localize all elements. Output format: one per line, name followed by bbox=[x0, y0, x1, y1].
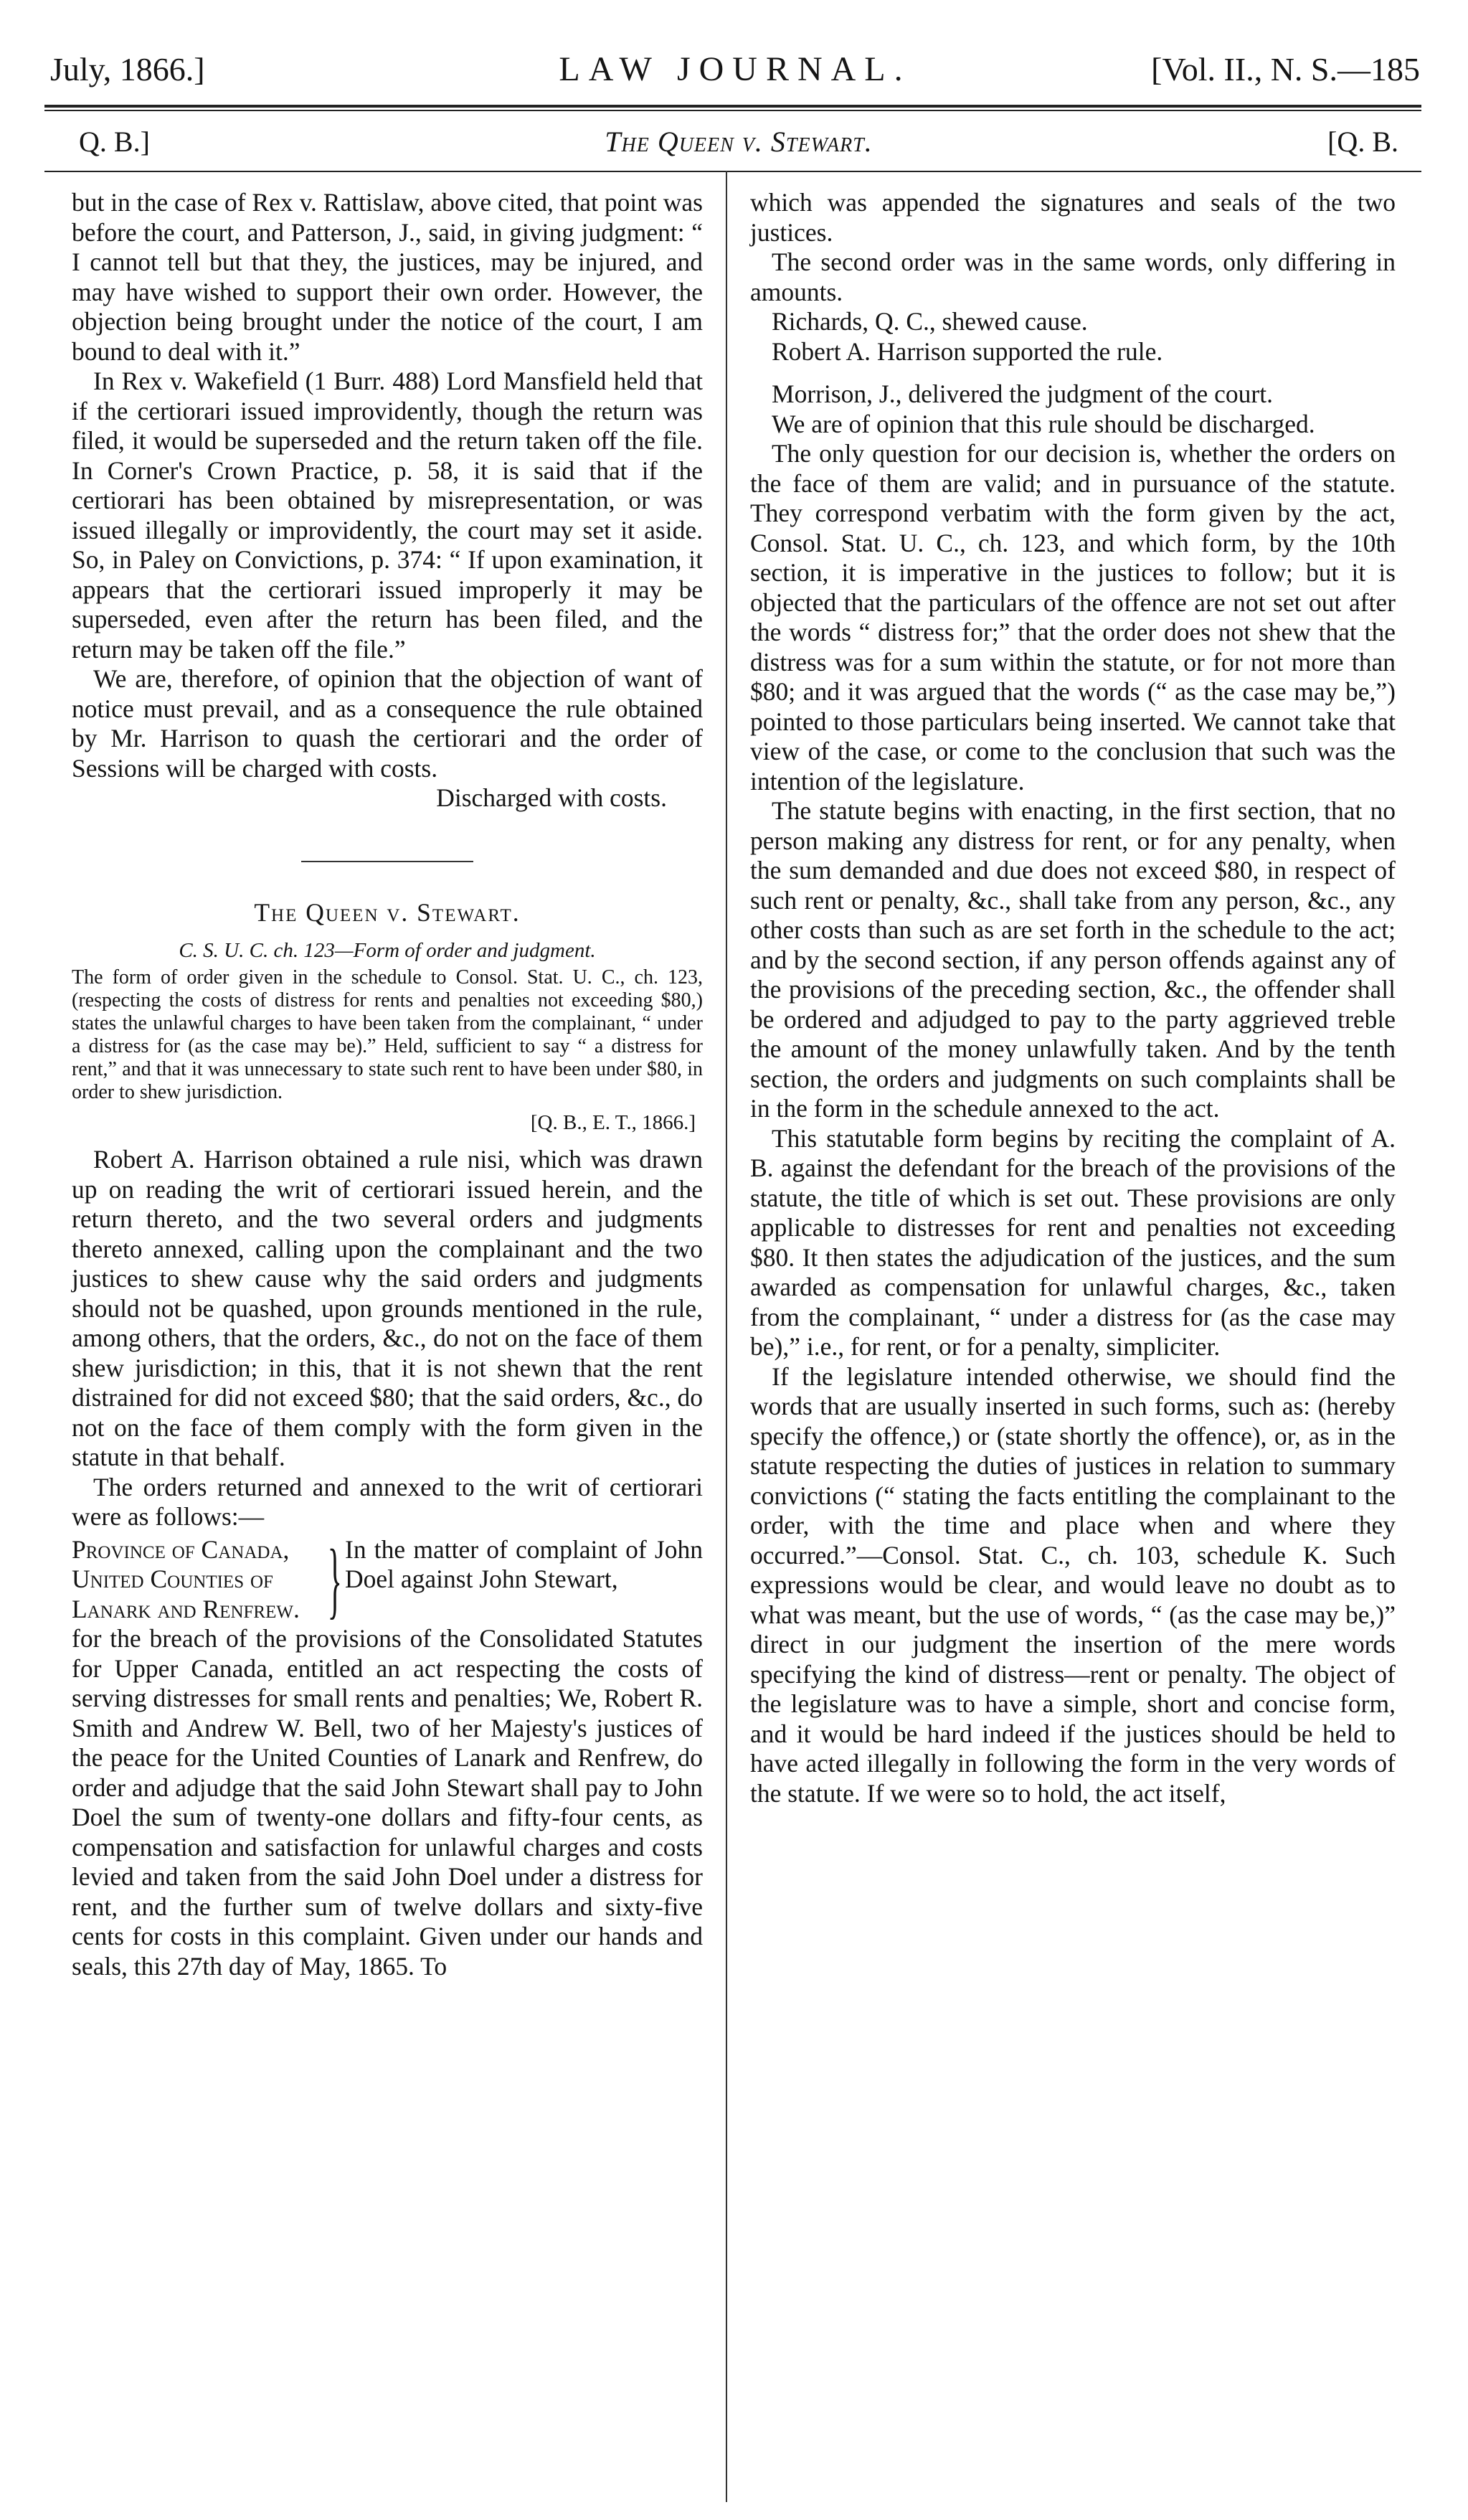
header-rule-thin bbox=[44, 110, 1421, 111]
left-paragraph-2: In Rex v. Wakefield (1 Burr. 488) Lord Mansfield held that if the certiorari issued improvidently, though the return was filed, it would be superseded and the return taken off the file. In Corner's Crown Practice, p. 58, it is said that if the certiorari has been obtained by misrepresentation, or was issued illegally or improvidently, the court may set it aside. So, in Paley on Convictions, p. 374: “ If upon examination, it appears that the certiorari issued improperly it may be superseded, even after the return has been filed, and the return may be taken off the file.” bbox=[72, 367, 703, 664]
caption-brace: } bbox=[327, 1531, 342, 1627]
right-paragraph-9: This statutable form begins by reciting the complaint of A. B. against the defendant for the breach of the provisions of the statute, the title of which is set out. These provisions are only applicable to distresses for rent and penalties not exceeding $80. It then states the adjudication of the justices, and the sum awarded as compensation for unlawful charges, &c., taken from the complainant, “ under a distress for (as the case may be),” i.e., for rent, or for a penalty, simpliciter. bbox=[750, 1123, 1396, 1361]
right-paragraph-7: The only question for our decision is, whether the orders on the face of them are valid; and in pursuance of the statute. They correspond verbatim with the form given by the act, Consol. Stat. U. C., ch. 123, and which form, by the 10th section, it is imperative in the justices to follow; but it is objected that the particulars of the offence are not set out after the words “ distress for;” that the order does not shew that the distress was for a sum within the statute, or for not more than $80; and it was argued that the words (“ as the case may be,”) pointed to those particulars being inserted. We cannot take that view of the case, or come to the conclusion that such was the intention of the legislature. bbox=[750, 439, 1396, 796]
order-caption bbox=[72, 1531, 703, 1627]
left-paragraph-1: but in the case of Rex v. Rattislaw, above cited, that point was before the court, and Patterson, J., said, in giving judgment: “ I cannot tell but that they, the justices, may be injured, and may have wished to support their own order. However, the objection being brought under the notice of the court, I am bound to deal with it.” bbox=[72, 188, 703, 366]
right-column bbox=[750, 188, 1396, 1808]
right-paragraph-10: If the legislature intended otherwise, we should find the words that are usually inserted in such forms, such as: (hereby specify the offence,) or (state shortly the offence), or, as in the statute respecting the duties of justices in relation to summary convictions (“ stating the facts entitling the complainant to the order, with the time and place when and where they occurred.”—Consol. Stat. C., ch. 103, schedule K. Such expressions would be clear, and would leave no doubt as to what was meant, but the use of words, “ (as the case may be,)” direct in our judgment the insertion of the mere words specifying the kind of distress—rent or penalty. The object of the legislature was to have a simple, short and concise form, and it would be hard indeed if the justices should be held to have acted illegally in following the form in the very words of the statute. If we were so to hold, the act itself, bbox=[750, 1362, 1396, 1808]
disposition: Discharged with costs. bbox=[436, 783, 667, 812]
section-divider bbox=[301, 861, 473, 862]
subheader-rule bbox=[44, 171, 1421, 172]
header-volume-page: [Vol. II., N. S.—185 bbox=[1151, 51, 1420, 88]
column-divider bbox=[726, 171, 727, 2502]
right-paragraph-3: Richards, Q. C., shewed cause. bbox=[772, 307, 1088, 336]
left-column bbox=[72, 188, 703, 1981]
case-title: The Queen v. Stewart. bbox=[254, 897, 521, 927]
court-right: [Q. B. bbox=[1327, 126, 1398, 158]
running-case-name: The Queen v. Stewart. bbox=[605, 126, 873, 158]
caption-venue-line-2: United Counties of bbox=[72, 1565, 273, 1593]
caption-venue-line-1: Province of Canada, bbox=[72, 1534, 290, 1564]
header-rule-thick bbox=[44, 105, 1421, 108]
right-paragraph-4: Robert A. Harrison supported the rule. bbox=[772, 336, 1163, 366]
court-term: [Q. B., E. T., 1866.] bbox=[530, 1110, 696, 1134]
right-paragraph-6: We are of opinion that this rule should be discharged. bbox=[772, 409, 1315, 438]
caption-matter: In the matter of complaint of John Doel against John Stewart, bbox=[345, 1534, 703, 1593]
header-journal-title: LAW JOURNAL. bbox=[559, 50, 911, 88]
left-paragraph-5: The orders returned and annexed to the writ of certiorari were as follows:— bbox=[72, 1472, 703, 1531]
case-running-head bbox=[79, 123, 1398, 161]
left-paragraph-6: for the breach of the provisions of the Consolidated Statutes for Upper Canada, entitled an act respecting the costs of serving distresses for small rents and penalties; We, Robert R. Smith and Andrew W. Bell, two of her Majesty's justices of the peace for the United Counties of Lanark and Renfrew, do order and adjudge that the said John Stewart shall pay to John Doel the sum of twenty-one dollars and fifty-four cents, as compensation and satisfaction for unlawful charges and costs levied and taken from the said John Doel under a distress for rent, and the further sum of twelve dollars and sixty-five cents for costs in this complaint. Given under our hands and seals, this 27th day of May, 1865. To bbox=[72, 1624, 703, 1981]
header-date: July, 1866.] bbox=[50, 51, 205, 88]
running-header bbox=[50, 47, 1420, 92]
court-left: Q. B.] bbox=[79, 126, 150, 158]
syllabus: The form of order given in the schedule to Consol. Stat. U. C., ch. 123, (respecting the costs of distress for rents and penalties not exceeding $80,) states the unlawful charges to have been taken from the complainant, “ under a distress for (as the case may be).” Held, sufficient to say “ a distress for rent,” and that it was unnecessary to state such rent to have been under $80, in order to shew jurisdiction. bbox=[72, 966, 703, 1103]
right-paragraph-8: The statute begins with enacting, in the first section, that no person making any distress for rent, or for any penalty, when the sum demanded and due does not exceed $80, in respect of such rent or penalty, &c., shall take from any person, &c., any other costs than such as are set forth in the schedule to the act; and by the second section, if any person offends against any of the provisions of the preceding section, &c., the offender shall be ordered and adjudged to pay to the party aggrieved treble the amount of the money unlawfully taken. And by the tenth section, the orders and judgments on such complaints shall be in the form in the schedule annexed to the act. bbox=[750, 796, 1396, 1123]
right-paragraph-1: which was appended the signatures and seals of the two justices. bbox=[750, 188, 1396, 247]
catchline: C. S. U. C. ch. 123—Form of order and judgment. bbox=[179, 939, 596, 962]
caption-venue bbox=[72, 1535, 319, 1625]
left-paragraph-3: We are, therefore, of opinion that the objection of want of notice must prevail, and as a consequence the rule obtained by Mr. Harrison to quash the certiorari and the order of Sessions will be charged with costs. bbox=[72, 664, 703, 783]
caption-venue-line-3: Lanark and Renfrew. bbox=[72, 1594, 300, 1623]
left-paragraph-4: Robert A. Harrison obtained a rule nisi, which was drawn up on reading the writ of certiorari issued herein, and the return thereto, and the two several orders and judgments thereto annexed, calling upon the complainant and the two justices to shew cause why the said orders and judgments should not be quashed, upon grounds mentioned in the rule, among others, that the orders, &c., do not on the face of them shew jurisdiction; in this, that it is not shewn that the rent distrained for did not exceed $80; that the said orders, &c., do not on the face of them comply with the form given in the statute in that behalf. bbox=[72, 1145, 703, 1471]
right-paragraph-2: The second order was in the same words, only differing in amounts. bbox=[750, 247, 1396, 306]
right-paragraph-5: Morrison, J., delivered the judgment of the court. bbox=[772, 379, 1273, 408]
